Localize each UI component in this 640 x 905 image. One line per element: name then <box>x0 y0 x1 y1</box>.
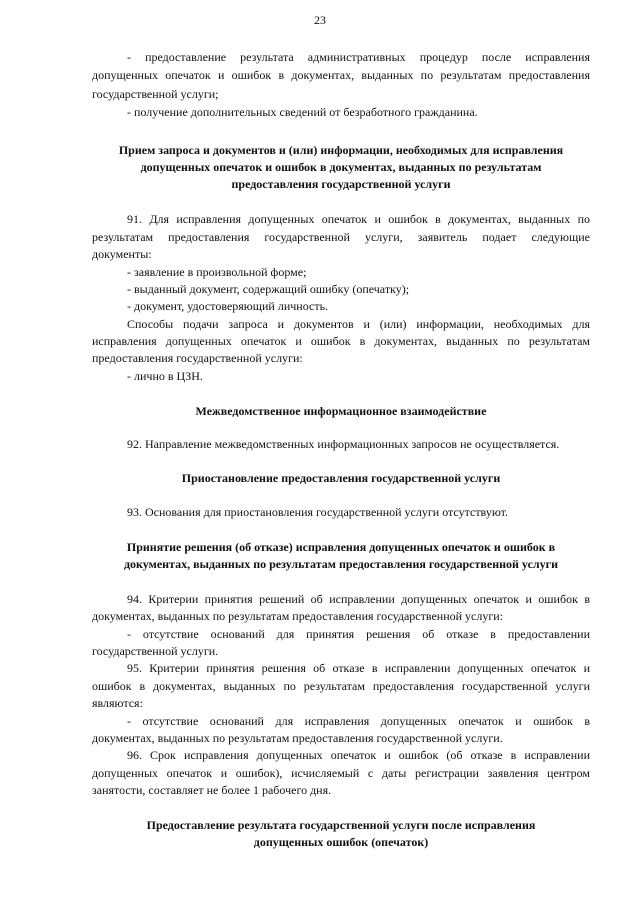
text-line: государственной услуги. <box>92 644 219 658</box>
text-line: 91. Для исправления допущенных опечаток и ошибок в документах, выданных по <box>127 212 590 226</box>
text-line: - лично в ЦЗН. <box>127 369 203 383</box>
section-heading: Приостановление предоставления государственной услуги <box>181 471 501 485</box>
paragraph-92: 92. Направление межведомственных информационных запросов не осуществляется. <box>127 437 560 451</box>
text-line: документы: <box>92 247 152 261</box>
text-line: 94. Критерии принятия решений об исправлении допущенных опечаток и ошибок в <box>127 592 590 606</box>
text-line: предоставления государственной услуги: <box>92 351 303 365</box>
text-line: 95. Критерии принятия решения об отказе в исправлении допущенных опечаток и <box>127 661 590 675</box>
page-number: 23 <box>314 13 326 27</box>
text-line: занятости, составляет не более 1 рабочего дня. <box>92 783 332 797</box>
text-line: являются: <box>92 696 143 710</box>
heading-line: Предоставление результата государственной услуги после исправления <box>146 818 536 832</box>
text-line: 96. Срок исправления допущенных опечаток и ошибок (об отказе в исправлении <box>127 748 590 762</box>
text-line: - заявление в произвольной форме; <box>127 265 307 279</box>
text-line: ошибок в документах, выданных по результатам предоставления государственной услуги <box>92 679 590 693</box>
heading-line: допущенных ошибок (опечаток) <box>253 835 429 849</box>
text-line: документах, выданных по результатам предоставления государственной услуги. <box>92 731 503 745</box>
heading-line: предоставления государственной услуги <box>231 177 451 191</box>
text-line: документах, выданных по результатам предоставления государственной услуги: <box>92 609 504 623</box>
text-line: допущенных опечаток и ошибок в документах, выданных по результатам предоставления <box>92 68 590 82</box>
heading-line: документах, выданных по результатам предоставления государственной услуги <box>123 557 558 571</box>
heading-line: Прием запроса и документов и (или) информации, необходимых для исправления <box>118 143 564 157</box>
text-line: Способы подачи запроса и документов и (или) информации, необходимых для <box>127 317 590 331</box>
text-line: - документ, удостоверяющий личность. <box>127 299 329 313</box>
text-line: - отсутствие оснований для принятия решения об отказе в предоставлении <box>127 627 590 641</box>
heading-line: допущенных опечаток и ошибок в документах, выданных по результатам <box>140 160 542 174</box>
heading-line: Принятие решения (об отказе) исправления допущенных опечаток и ошибок в <box>126 540 556 554</box>
text-line: результатам предоставления государственной услуги, заявитель подает следующие <box>92 230 590 244</box>
text-line: государственной услуги; <box>92 87 219 101</box>
text-line: исправления допущенных опечаток и ошибок в документах, выданных по результатам <box>92 334 590 348</box>
text-line: - отсутствие оснований для исправления допущенных опечаток и ошибок в <box>127 714 590 728</box>
section-heading: Межведомственное информационное взаимодействие <box>195 404 487 418</box>
text-line: - получение дополнительных сведений от безработного гражданина. <box>127 105 478 119</box>
text-line: допущенных опечаток и ошибок), исчисляемый с даты регистрации заявления центром <box>92 766 590 780</box>
paragraph-93: 93. Основания для приостановления государственной услуги отсутствуют. <box>127 505 508 519</box>
text-line: - выданный документ, содержащий ошибку (опечатку); <box>127 282 410 296</box>
text-line: - предоставление результата административных процедур после исправления <box>127 50 590 64</box>
